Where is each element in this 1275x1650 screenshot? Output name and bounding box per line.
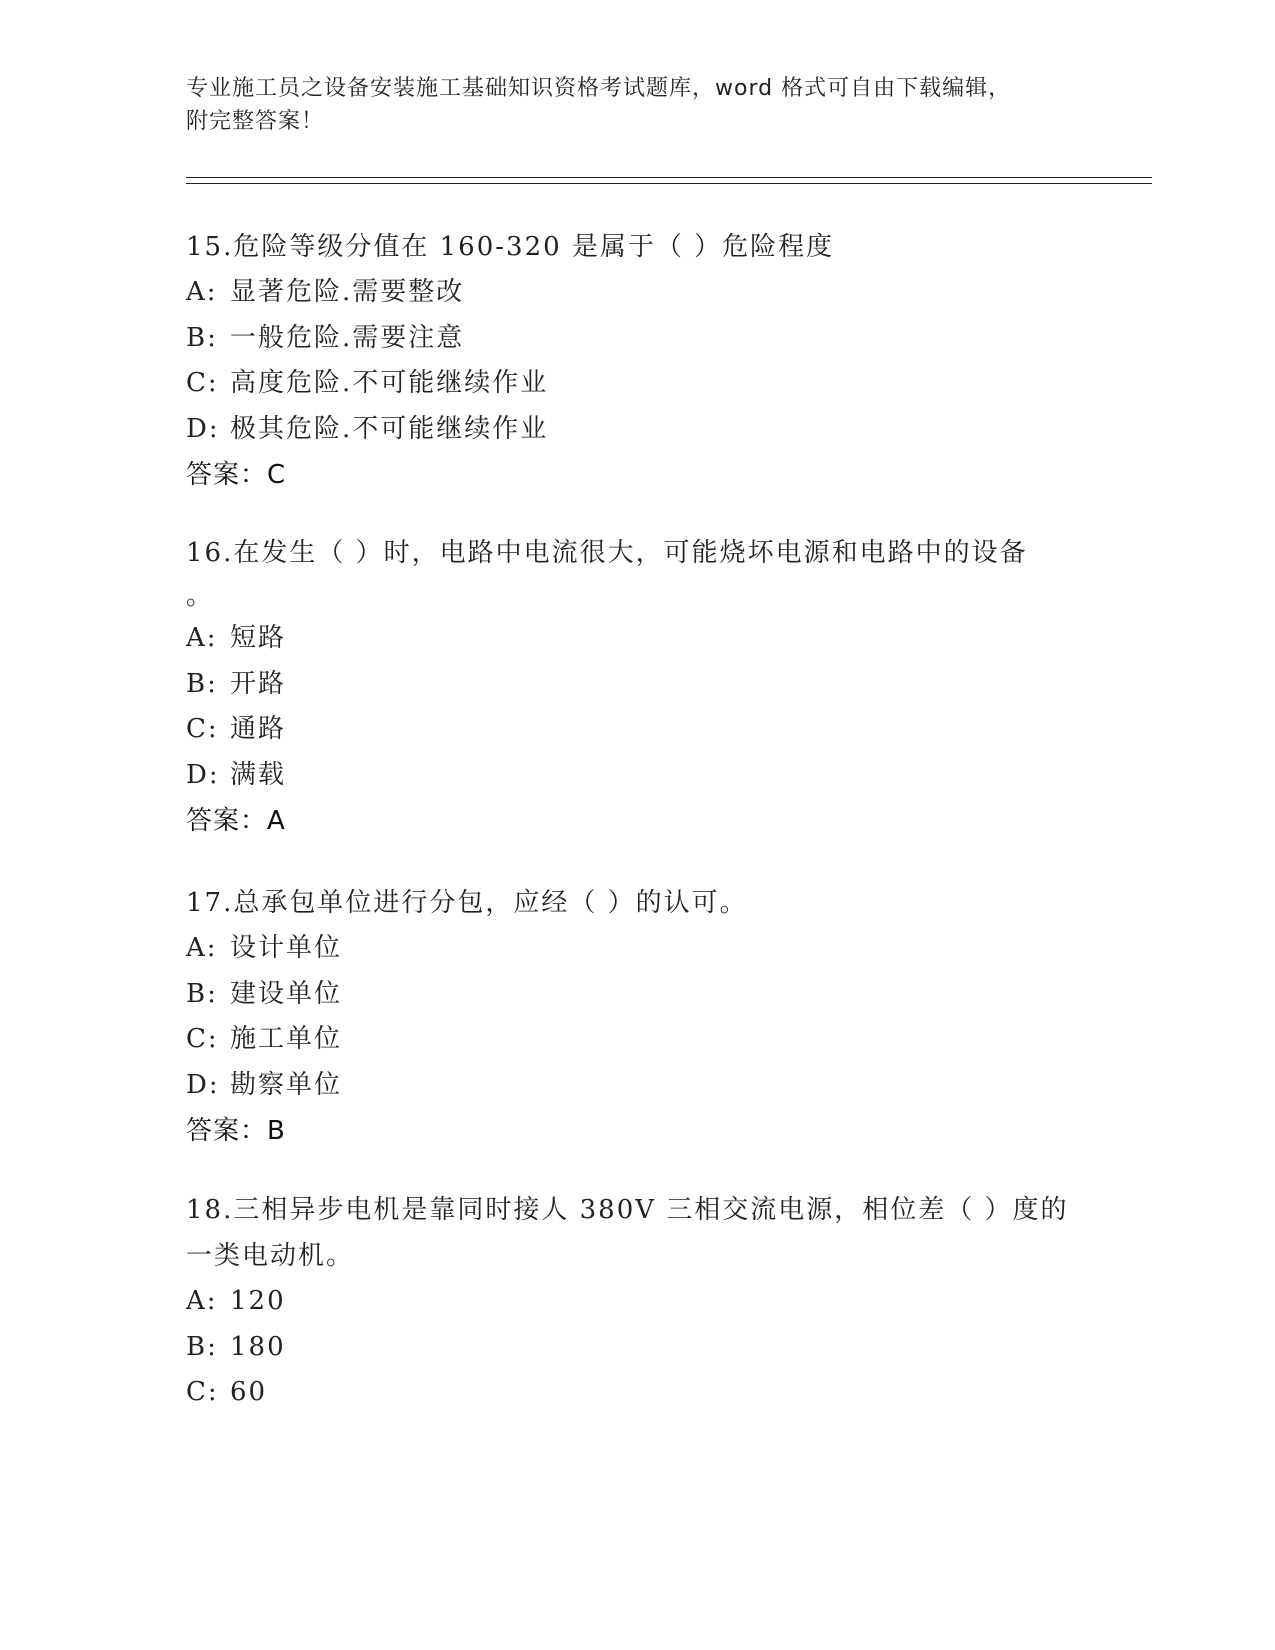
option-text: 高度危险.不可能继续作业 <box>230 368 549 398</box>
question-stem: 15.危险等级分值在 160-320 是属于（ ）危险程度 <box>186 232 835 262</box>
option-text: 120 <box>230 1286 286 1316</box>
question-block <box>186 880 1086 1154</box>
question-block <box>186 1187 1086 1416</box>
option-text: 180 <box>230 1331 286 1362</box>
option-item <box>186 1063 1086 1109</box>
option-label: D: <box>186 1069 220 1100</box>
option-label: A: <box>186 933 218 963</box>
answer-line: 答案：B <box>186 1116 286 1146</box>
option-text: 勘察单位 <box>230 1069 343 1100</box>
option-label: A: <box>186 623 218 653</box>
option-text: 通路 <box>230 714 287 744</box>
option-text: 建设单位 <box>230 978 343 1009</box>
option-item <box>186 1325 1086 1371</box>
option-text: 显著危险.需要整改 <box>230 277 465 307</box>
option-item <box>186 972 1086 1018</box>
option-text: 满载 <box>230 759 287 790</box>
option-label: B: <box>186 1331 218 1362</box>
answer-line: 答案：A <box>186 806 286 836</box>
option-item <box>186 1279 1086 1325</box>
option-item <box>186 361 1086 407</box>
header-line: 附完整答案！ <box>186 109 325 134</box>
option-item <box>186 707 1086 753</box>
option-label: C: <box>186 1024 219 1054</box>
option-label: C: <box>186 1377 219 1407</box>
option-item <box>186 270 1086 316</box>
option-item <box>186 316 1086 362</box>
option-text: 一般危险.需要注意 <box>230 322 465 353</box>
option-label: B: <box>186 322 218 353</box>
question-block <box>186 530 1086 844</box>
option-text: 极其危险.不可能继续作业 <box>230 413 549 444</box>
document-header <box>186 72 1086 138</box>
option-label: D: <box>186 413 220 444</box>
option-label: A: <box>186 277 218 307</box>
option-label: B: <box>186 668 218 699</box>
option-text: 施工单位 <box>230 1024 343 1054</box>
option-text: 短路 <box>230 623 287 653</box>
question-block <box>186 224 1086 498</box>
option-label: A: <box>186 1286 218 1316</box>
question-stem: 16.在发生（ ）时，电路中电流很大，可能烧坏电源和电路中的设备 <box>186 538 1028 568</box>
option-item <box>186 662 1086 708</box>
question-stem-continuation: 一类电动机。 <box>186 1241 355 1271</box>
option-label: B: <box>186 978 218 1009</box>
option-text: 60 <box>230 1377 268 1407</box>
answer-line: 答案：C <box>186 460 287 490</box>
option-label: D: <box>186 759 220 790</box>
option-text: 开路 <box>230 668 287 699</box>
option-item <box>186 1017 1086 1063</box>
option-item <box>186 926 1086 972</box>
header-divider <box>186 183 1152 184</box>
option-label: C: <box>186 368 219 398</box>
question-stem: 17.总承包单位进行分包，应经（ ）的认可。 <box>186 888 748 918</box>
header-line: 专业施工员之设备安装施工基础知识资格考试题库，word 格式可自由下载编辑， <box>186 76 1012 101</box>
option-label: C: <box>186 714 219 744</box>
option-item <box>186 753 1086 799</box>
option-item <box>186 407 1086 453</box>
question-stem-continuation: 。 <box>186 581 215 611</box>
header-divider <box>186 177 1152 178</box>
question-stem: 18.三相异步电机是靠同时接人 380V 三相交流电源，相位差（ ）度的 <box>186 1195 1069 1225</box>
option-text: 设计单位 <box>230 933 343 963</box>
option-item <box>186 616 1086 662</box>
option-item <box>186 1370 1086 1416</box>
